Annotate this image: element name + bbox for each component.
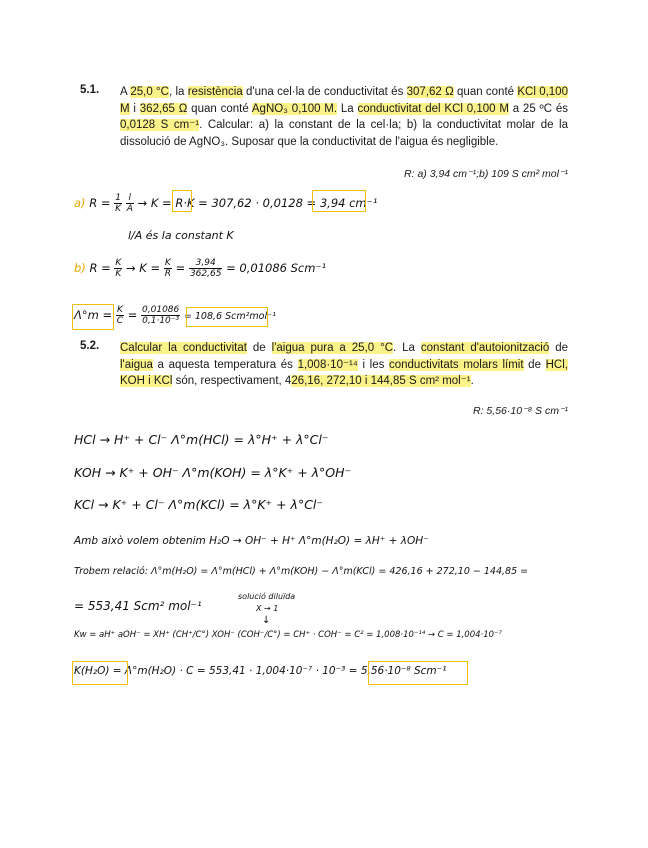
- solution-note-dilute: solució diluïda: [238, 592, 296, 601]
- p52-segment: a aquesta temperatura és: [152, 358, 298, 371]
- solution-b-eq2: =: [175, 261, 189, 275]
- final-mid: = Λ°m(H₂O) · C = 553,41 · 1,004·10⁻⁷ · 10⁻³ =: [109, 665, 361, 677]
- p51-segment: . Calcular: a) la constant de la cel·la; b) la conductivitat molar de la dissolució de AgNO₃. Suposar que la conductivitat de l'aigua és negligible.: [120, 119, 568, 148]
- p52-segment: són, respectivament, 4: [172, 375, 292, 387]
- final-lhs: K(H₂O): [74, 665, 110, 677]
- p52-segment: .: [470, 375, 474, 387]
- p52-segment: l'aigua: [120, 358, 153, 371]
- p51-segment: AgNO₃ 0,100 M.: [251, 102, 338, 115]
- p52-segment: Calcular la conductivitat: [120, 342, 247, 354]
- solution-b-fraction3: $\frac{3,94}{362,65}$: [189, 258, 222, 279]
- solution-line-lambda-water: = 553,41 Scm² mol⁻¹: [74, 599, 202, 613]
- solution-a-note: l/A és la constant K: [128, 229, 234, 242]
- solution-a-arrow: →: [137, 196, 148, 210]
- p51-segment: 307,62 Ω: [406, 86, 454, 98]
- problem-number-5-1: 5.1.: [80, 84, 100, 96]
- problem-number-5-2: 5.2.: [80, 340, 100, 352]
- solution-note-arrow: ↓: [262, 615, 271, 626]
- highlight-box-k-water: [72, 661, 128, 685]
- p52-segment: constant d'autoionització: [420, 342, 550, 354]
- p51-segment: A: [120, 86, 131, 98]
- p51-segment: KCl 0,100 M: [120, 86, 568, 115]
- problem-5-1-answer: R: a) 3,94 cm⁻¹;b) 109 S cm² mol⁻¹: [404, 168, 568, 180]
- p52-segment: de: [523, 358, 546, 371]
- molar-conductivity-result: = 108,6 Scm²mol⁻¹: [183, 311, 276, 322]
- p52-segment: . La: [393, 342, 421, 354]
- p51-segment: i: [129, 102, 140, 115]
- p51-segment: resistència: [187, 86, 243, 98]
- p52-segment: de: [549, 342, 568, 354]
- solution-line-hcl: HCl → H⁺ + Cl⁻ Λ°m(HCl) = λ°H⁺ + λ°Cl⁻: [74, 432, 329, 447]
- molar-conductivity-fraction1: $\frac{K}{C}$: [116, 305, 124, 326]
- solution-line-relation: Trobem relació: Λ°m(H₂O) = Λ°m(HCl) + Λ°m(KOH) − Λ°m(KCl) = 426,16 + 272,10 − 144,85 =: [74, 566, 529, 577]
- p51-segment: 0,0128 S cm⁻¹: [120, 119, 200, 131]
- p51-segment: La: [337, 102, 358, 115]
- p51-segment: quan conté: [187, 102, 252, 115]
- solution-b-result: = 0,01086 Scm⁻¹: [226, 261, 327, 275]
- solution-line-water: Amb això volem obtenim H₂O → OH⁻ + H⁺ Λ°m(H₂O) = λH⁺ + λOH⁻: [74, 535, 429, 547]
- solution-b-mid: → K =: [125, 261, 164, 275]
- p51-segment: quan conté: [453, 86, 518, 98]
- solution-line-kw: Kw = aH⁺ aOH⁻ = XH⁺ (CH⁺/C°) XOH⁻ (COH⁻/C°) = CH⁺ · COH⁻ = C² = 1,008·10⁻¹⁴ → C = 1,004·10⁻⁷: [74, 630, 502, 640]
- solution-b-label: b): [74, 261, 86, 275]
- solution-a-k-eq: K = R·K = 307,62 · 0,0128 =: [150, 196, 317, 210]
- p51-segment: a 25 ºC és: [508, 102, 568, 115]
- problem-5-1-statement: [120, 84, 568, 150]
- p52-segment: conductivitats molars límit: [389, 358, 524, 371]
- highlight-box-final-result: [368, 661, 468, 685]
- solution-line-koh: KOH → K⁺ + OH⁻ Λ°m(KOH) = λ°K⁺ + λ°OH⁻: [74, 465, 352, 480]
- p52-segment: 26,16, 272,10 i 144,85 S cm² mol⁻¹: [291, 375, 471, 387]
- solution-molar-conductivity-line: Λ°m = $\frac{K}{C}$ = $\frac{0,01086}{\text{0,1·10⁻³}}$ = 108,6 Scm²mol⁻¹: [74, 305, 276, 326]
- solution-a-eq: R =: [89, 196, 115, 210]
- p51-segment: conductivitat del KCl 0,100 M: [357, 102, 509, 115]
- highlight-box-a-result: [312, 190, 366, 212]
- solution-line-kcl: KCl → K⁺ + Cl⁻ Λ°m(KCl) = λ°K⁺ + λ°Cl⁻: [74, 497, 323, 512]
- p51-segment: d'una cel·la de conductivitat és: [242, 86, 407, 98]
- solution-b-line: [74, 258, 326, 279]
- solution-b-fraction2: $\frac{K}{R}$: [164, 258, 171, 279]
- highlight-box-lambda: [72, 304, 114, 330]
- molar-conductivity-fraction2: $\frac{0,01086}{\text{0,1·10⁻³}}$: [142, 305, 180, 326]
- solution-b-eq: R =: [89, 261, 115, 275]
- solution-b-fraction: $\frac{K}{K}$: [115, 258, 122, 279]
- solution-a-result: 3,94 cm⁻¹: [319, 196, 378, 210]
- p52-segment: de: [246, 342, 272, 354]
- final-result: 5,56·10⁻⁸ Scm⁻¹: [360, 665, 447, 677]
- p51-segment: 362,65 Ω: [139, 102, 188, 115]
- solution-a-label: a): [74, 196, 86, 210]
- highlight-box-lambda-result: [186, 307, 268, 327]
- solution-a-fraction: $\frac{1}{K}$: [115, 193, 122, 214]
- p52-segment: HCl, KOH i KCl: [120, 358, 568, 387]
- solution-note-x: X → 1: [256, 604, 279, 613]
- problem-5-2-answer: R: 5,56·10⁻⁸ S cm⁻¹: [473, 405, 568, 417]
- molar-conductivity-lhs: Λ°m =: [74, 308, 116, 322]
- p52-segment: 1,008·10⁻¹⁴: [297, 358, 358, 371]
- problem-5-2-statement: [120, 340, 568, 390]
- p51-segment: 25,0 °C: [130, 86, 169, 98]
- p52-segment: l'aigua pura a 25,0 °C: [271, 342, 394, 354]
- p52-segment: i les: [357, 358, 389, 371]
- highlight-box-k: [172, 190, 192, 212]
- p51-segment: , la: [168, 86, 188, 98]
- solution-a-l-over-A: $\frac{l}{A}$: [126, 193, 133, 214]
